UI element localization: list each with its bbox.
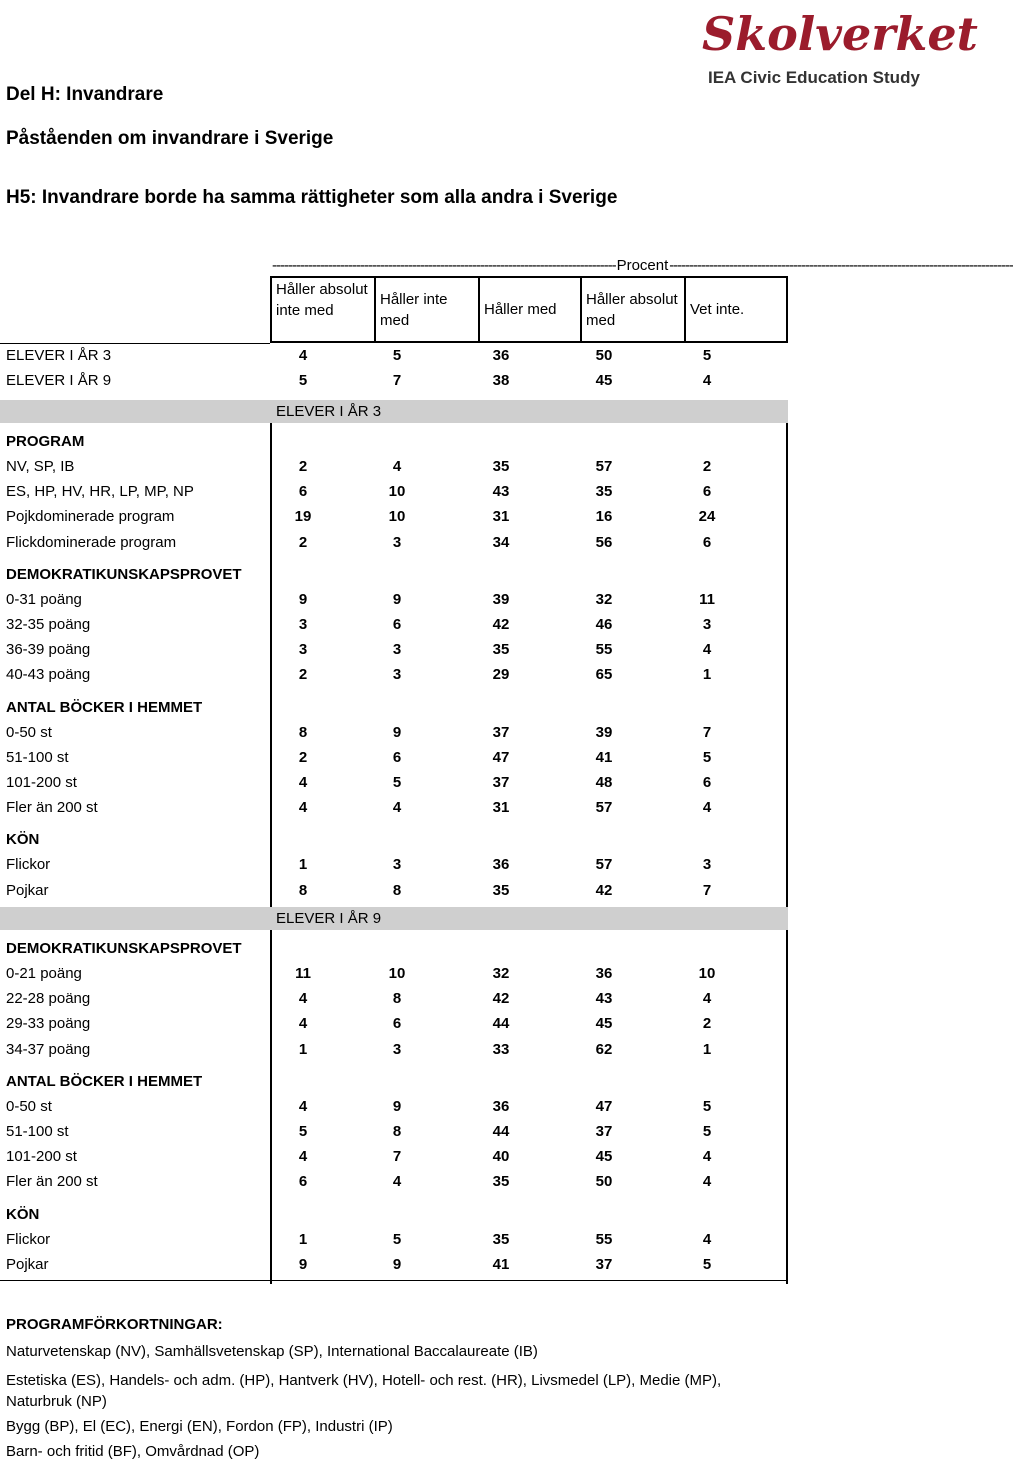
column-header-3: Håller med [478, 276, 580, 343]
row-label: 34-37 poäng [6, 1040, 91, 1058]
cell-value: 6 [392, 1015, 402, 1033]
cell-value: 4 [298, 347, 308, 364]
table-row [0, 1145, 790, 1170]
cell-value: 55 [595, 1230, 613, 1248]
cell-value: 9 [392, 723, 402, 741]
cell-value: 2 [298, 458, 308, 475]
cell-value: 9 [298, 1255, 308, 1273]
table-row [0, 1038, 790, 1063]
cell-value: 4 [702, 1148, 712, 1166]
cell-value: 11 [699, 590, 715, 608]
cell-value: 55 [595, 641, 613, 659]
logo-subtitle: IEA Civic Education Study [708, 68, 920, 87]
cell-value: 8 [298, 881, 308, 899]
cell-value: 4 [392, 458, 402, 475]
cell-value: 35 [595, 483, 613, 501]
table-row [0, 1228, 790, 1253]
cell-value: 3 [392, 856, 402, 874]
cell-value: 39 [492, 590, 510, 608]
row-label: Pojkdominerade program [6, 508, 175, 526]
cell-value: 8 [392, 881, 402, 899]
cell-value: 9 [392, 1097, 402, 1115]
cell-value: 9 [392, 590, 402, 608]
row-label: 51-100 st [6, 1123, 69, 1140]
table-row [0, 1012, 790, 1037]
cell-value: 4 [392, 1173, 402, 1191]
table-row [0, 746, 790, 771]
table-row [0, 663, 790, 688]
cell-value: 7 [392, 372, 402, 390]
cell-value: 50 [595, 1173, 613, 1191]
cell-value: 2 [702, 1015, 712, 1033]
cell-value: 9 [298, 590, 308, 608]
row-label: 36-39 poäng [6, 641, 91, 659]
cell-value: 37 [595, 1123, 613, 1140]
cell-value: 19 [294, 508, 312, 526]
cell-value: 1 [298, 856, 308, 874]
cell-value: 5 [702, 1123, 712, 1140]
cell-value: 4 [702, 372, 712, 390]
cell-value: 5 [392, 774, 402, 791]
cell-value: 43 [492, 483, 510, 501]
cell-value: 6 [702, 533, 712, 551]
cell-value: 57 [595, 458, 613, 475]
cell-value: 4 [298, 1097, 308, 1115]
column-header-1: Håller absolut inte med [270, 276, 374, 343]
cell-value: 39 [595, 723, 613, 741]
cell-value: 5 [392, 1230, 402, 1248]
table-row [0, 505, 790, 530]
cell-value: 6 [392, 616, 402, 633]
cell-value: 3 [392, 641, 402, 659]
cell-value: 10 [388, 965, 406, 982]
skolverket-logo-script [700, 6, 978, 62]
table-row [0, 638, 790, 663]
skolverket-logo [700, 6, 978, 87]
cell-value: 40 [492, 1148, 510, 1166]
skolverket-logo-text: Skolverket [702, 7, 978, 61]
cell-value: 47 [492, 748, 510, 766]
cell-value: 8 [392, 990, 402, 1008]
row-label: 0-31 poäng [6, 590, 82, 608]
table-row [0, 879, 790, 904]
cell-value: 4 [702, 990, 712, 1008]
cell-value: 4 [392, 799, 402, 817]
procent-label: Procent [616, 257, 669, 274]
row-label: Pojkar [6, 1255, 49, 1273]
cell-value: 4 [702, 1230, 712, 1248]
cell-value: 1 [702, 1040, 712, 1058]
cell-value: 4 [298, 1015, 308, 1033]
cell-value: 37 [595, 1255, 613, 1273]
cell-value: 35 [492, 881, 510, 899]
cell-value: 6 [702, 483, 712, 501]
cell-value: 41 [492, 1255, 510, 1273]
cell-value: 44 [492, 1015, 510, 1033]
table-row [0, 796, 790, 821]
cell-value: 3 [702, 616, 712, 633]
cell-value: 56 [595, 533, 613, 551]
row-label: Flickor [6, 856, 51, 874]
cell-value: 43 [595, 990, 613, 1008]
row-label: Pojkar [6, 881, 49, 899]
cell-value: 35 [492, 641, 510, 659]
cell-value: 3 [702, 856, 712, 874]
cell-value: 11 [295, 965, 311, 982]
row-label: 0-50 st [6, 723, 52, 741]
cell-value: 3 [392, 533, 402, 551]
row-label: ELEVER I ÅR 9 [6, 372, 112, 390]
cell-value: 45 [595, 1148, 613, 1166]
section-title: DEMOKRATIKUNSKAPSPROVET [6, 565, 242, 583]
row-label: 0-21 poäng [6, 965, 82, 982]
row-label: Fler än 200 st [6, 1173, 98, 1191]
group-title: ELEVER I ÅR 9 [276, 910, 382, 927]
cell-value: 48 [595, 774, 613, 791]
cell-value: 6 [392, 748, 402, 766]
footnote-line: Naturvetenskap (NV), Samhällsvetenskap (SP), International Baccalaureate (IB) [6, 1343, 538, 1360]
table-row [0, 1170, 790, 1195]
cell-value: 36 [492, 347, 510, 364]
cell-value: 2 [702, 458, 712, 475]
cell-value: 62 [595, 1040, 613, 1058]
topic-title: Påståenden om invandrare i Sverige [6, 128, 334, 149]
cell-value: 3 [392, 1040, 402, 1058]
cell-value: 65 [595, 666, 613, 684]
cell-value: 7 [392, 1148, 402, 1166]
cell-value: 5 [702, 1255, 712, 1273]
cell-value: 45 [595, 372, 613, 390]
row-label: 40-43 poäng [6, 666, 91, 684]
question-title: H5: Invandrare borde ha samma rättigheter som alla andra i Sverige [6, 187, 618, 208]
table-row [0, 721, 790, 746]
cell-value: 2 [298, 533, 308, 551]
cell-value: 6 [298, 1173, 308, 1191]
table-row [0, 853, 790, 878]
cell-value: 1 [702, 666, 712, 684]
table-row [0, 1095, 790, 1120]
cell-value: 57 [595, 856, 613, 874]
group-band [0, 907, 788, 930]
cell-value: 37 [492, 774, 510, 791]
cell-value: 31 [492, 799, 510, 817]
cell-value: 2 [298, 666, 308, 684]
cell-value: 7 [702, 723, 712, 741]
section-title: KÖN [6, 831, 40, 849]
cell-value: 24 [698, 508, 716, 526]
cell-value: 34 [492, 533, 510, 551]
table-row [0, 588, 790, 613]
cell-value: 9 [392, 1255, 402, 1273]
cell-value: 29 [492, 666, 510, 684]
footnote-line: Barn- och fritid (BF), Omvårdnad (OP) [6, 1443, 260, 1460]
cell-value: 3 [298, 641, 308, 659]
cell-value: 35 [492, 458, 510, 475]
table-row [0, 1120, 790, 1145]
part-title: Del H: Invandrare [6, 84, 164, 105]
cell-value: 4 [298, 990, 308, 1008]
cell-value: 57 [595, 799, 613, 817]
footnote-line: Bygg (BP), El (EC), Energi (EN), Fordon (FP), Industri (IP) [6, 1418, 393, 1435]
section-title: PROGRAM [6, 433, 85, 450]
row-label: 29-33 poäng [6, 1015, 91, 1033]
cell-value: 4 [702, 799, 712, 817]
row-label: Flickor [6, 1230, 51, 1248]
table-row [0, 987, 790, 1012]
cell-value: 6 [702, 774, 712, 791]
cell-value: 8 [298, 723, 308, 741]
row-label: Fler än 200 st [6, 799, 98, 817]
table-row [0, 369, 790, 394]
cell-value: 47 [595, 1097, 613, 1115]
row-label: 22-28 poäng [6, 990, 91, 1008]
cell-value: 44 [492, 1123, 510, 1140]
cell-value: 36 [595, 965, 613, 982]
cell-value: 7 [702, 881, 712, 899]
cell-value: 10 [388, 508, 406, 526]
cell-value: 46 [595, 616, 613, 633]
row-label: 101-200 st [6, 1148, 77, 1166]
cell-value: 10 [388, 483, 406, 501]
cell-value: 37 [492, 723, 510, 741]
cell-value: 6 [298, 483, 308, 501]
row-label: 32-35 poäng [6, 616, 91, 633]
section-title: ANTAL BÖCKER I HEMMET [6, 698, 203, 716]
row-label: 51-100 st [6, 748, 69, 766]
cell-value: 5 [392, 347, 402, 364]
cell-value: 5 [298, 1123, 308, 1140]
cell-value: 3 [392, 666, 402, 684]
cell-value: 50 [595, 347, 613, 364]
footnote-line: Estetiska (ES), Handels- och adm. (HP), Hantverk (HV), Hotell- och rest. (HR), Livsmedel (LP), Medie (MP), Naturbruk (NP) [6, 1372, 722, 1410]
cell-value: 4 [298, 799, 308, 817]
cell-value: 4 [702, 1173, 712, 1191]
cell-value: 38 [492, 372, 510, 390]
cell-value: 36 [492, 1097, 510, 1115]
column-header-5: Vet inte. [684, 276, 788, 343]
section-title: DEMOKRATIKUNSKAPSPROVET [6, 940, 242, 957]
cell-value: 5 [298, 372, 308, 390]
cell-value: 4 [702, 641, 712, 659]
row-label: 0-50 st [6, 1097, 52, 1115]
cell-value: 42 [595, 881, 613, 899]
table-row [0, 480, 790, 505]
table-row [0, 531, 790, 556]
cell-value: 32 [492, 965, 510, 982]
cell-value: 45 [595, 1015, 613, 1033]
cell-value: 1 [298, 1230, 308, 1248]
row-label: 101-200 st [6, 774, 77, 791]
section-title: KÖN [6, 1205, 40, 1223]
cell-value: 35 [492, 1173, 510, 1191]
table-row [0, 613, 790, 638]
table-bottom-border [0, 1280, 788, 1281]
table-row [0, 1253, 790, 1278]
row-label: NV, SP, IB [6, 458, 75, 475]
cell-value: 2 [298, 748, 308, 766]
cell-value: 5 [702, 1097, 712, 1115]
footnote-title: PROGRAMFÖRKORTNINGAR: [6, 1316, 223, 1333]
cell-value: 35 [492, 1230, 510, 1248]
cell-value: 10 [698, 965, 716, 982]
cell-value: 1 [298, 1040, 308, 1058]
cell-value: 16 [595, 508, 613, 526]
row-label: ELEVER I ÅR 3 [6, 347, 112, 364]
procent-header: -------------------------------------------------------------------------------------- Procent -------------------------------------------------------------------------------------- [272, 257, 1013, 274]
cell-value: 33 [492, 1040, 510, 1058]
cell-value: 8 [392, 1123, 402, 1140]
cell-value: 41 [595, 748, 613, 766]
cell-value: 42 [492, 990, 510, 1008]
cell-value: 4 [298, 774, 308, 791]
column-header-2: Håller inte med [374, 276, 478, 343]
row-label: ES, HP, HV, HR, LP, MP, NP [6, 483, 194, 501]
column-header-4: Håller absolut med [580, 276, 684, 343]
section-title: ANTAL BÖCKER I HEMMET [6, 1072, 203, 1090]
group-title: ELEVER I ÅR 3 [276, 403, 382, 420]
table-row [0, 771, 790, 796]
row-label: Flickdominerade program [6, 533, 177, 551]
table-row [0, 455, 790, 480]
cell-value: 36 [492, 856, 510, 874]
cell-value: 42 [492, 616, 510, 633]
cell-value: 5 [702, 347, 712, 364]
group-band [0, 400, 788, 423]
cell-value: 4 [298, 1148, 308, 1166]
cell-value: 32 [595, 590, 613, 608]
cell-value: 31 [492, 508, 510, 526]
table-row [0, 344, 790, 369]
cell-value: 3 [298, 616, 308, 633]
table-row [0, 962, 790, 987]
cell-value: 5 [702, 748, 712, 766]
